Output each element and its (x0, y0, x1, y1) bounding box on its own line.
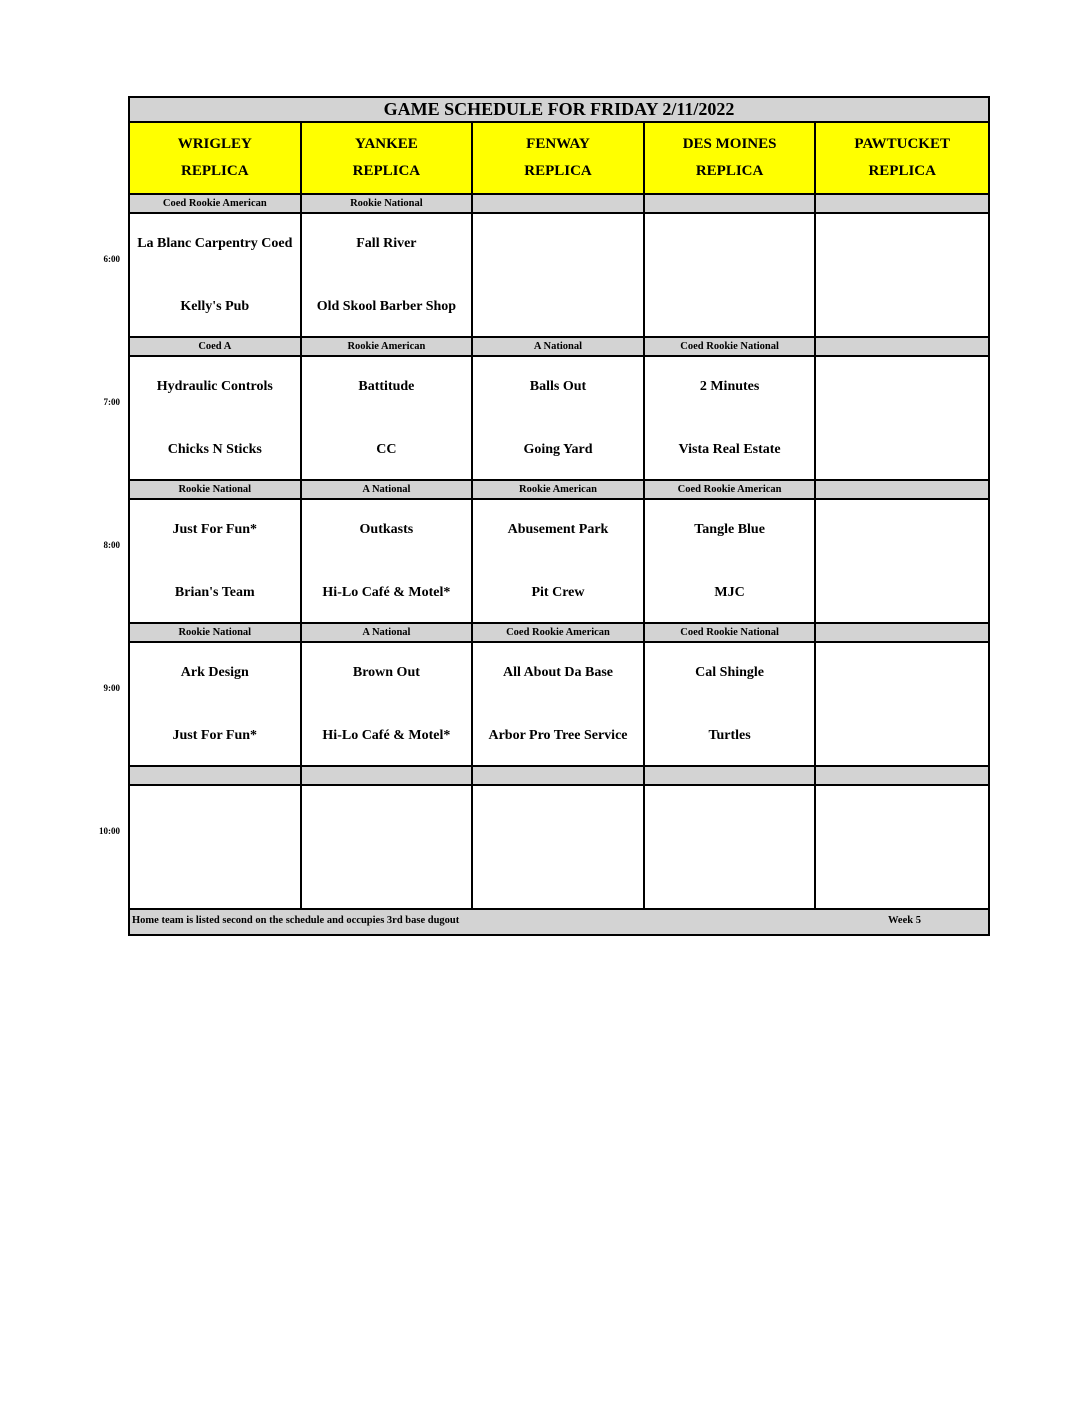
time-label: 9:00 (103, 683, 120, 693)
away-team: Hydraulic Controls (156, 379, 273, 394)
game-cell (302, 786, 474, 910)
division-label: Rookie National (130, 481, 302, 500)
division-label: Coed Rookie American (645, 481, 817, 500)
division-label: Coed Rookie National (645, 624, 817, 643)
home-team: Going Yard (523, 442, 593, 457)
division-label (130, 767, 302, 786)
game-cell (816, 643, 988, 767)
away-team: All About Da Base (502, 665, 614, 680)
division-label: Coed Rookie American (130, 195, 302, 214)
field-name: PAWTUCKET (854, 136, 950, 152)
game-cell (302, 357, 474, 481)
field-name: YANKEE (354, 136, 418, 152)
away-team: Fall River (356, 236, 417, 251)
game-cell (130, 786, 302, 910)
game-cell (816, 214, 988, 338)
week-label: Week 5 (888, 915, 921, 926)
field-name: WRIGLEY (177, 136, 252, 152)
game-cell (645, 214, 817, 338)
division-label (816, 767, 988, 786)
division-label (645, 195, 817, 214)
away-team: Balls Out (529, 379, 587, 394)
game-cell (473, 643, 645, 767)
away-team: Just For Fun* (172, 522, 258, 537)
game-cell (473, 786, 645, 910)
time-label: 7:00 (103, 397, 120, 407)
field-name: DES MOINES (682, 136, 777, 152)
game-cell (645, 786, 817, 910)
home-team: Kelly's Pub (180, 299, 250, 314)
division-label (302, 767, 474, 786)
division-label: Rookie American (473, 481, 645, 500)
field-subtitle: REPLICA (524, 163, 592, 179)
home-team-note: Home team is listed second on the schedule and occupies 3rd base dugout (132, 915, 460, 926)
division-label: Rookie National (130, 624, 302, 643)
division-label (473, 195, 645, 214)
game-cell (473, 500, 645, 624)
field-subtitle: REPLICA (181, 163, 249, 179)
game-cell (130, 500, 302, 624)
game-cell (302, 214, 474, 338)
away-team: Brown Out (352, 665, 420, 680)
home-team: Vista Real Estate (678, 442, 781, 457)
field-subtitle: REPLICA (868, 163, 936, 179)
field-header (473, 123, 645, 195)
division-label (645, 767, 817, 786)
game-cell (473, 214, 645, 338)
schedule-table (128, 96, 990, 936)
division-label: Coed Rookie American (473, 624, 645, 643)
game-cell (816, 786, 988, 910)
schedule-footer (130, 910, 988, 934)
division-label: Coed A (130, 338, 302, 357)
division-label (816, 481, 988, 500)
game-cell (302, 500, 474, 624)
home-team: Just For Fun* (172, 728, 258, 743)
home-team: Hi-Lo Café & Motel* (322, 585, 451, 600)
division-label: A National (302, 481, 474, 500)
division-label (473, 767, 645, 786)
game-cell (645, 643, 817, 767)
field-subtitle: REPLICA (695, 163, 764, 179)
schedule-title: GAME SCHEDULE FOR FRIDAY 2/11/2022 (130, 98, 988, 123)
away-team: La Blanc Carpentry Coed (137, 236, 293, 251)
division-label: A National (473, 338, 645, 357)
home-team: Old Skool Barber Shop (316, 299, 457, 314)
game-cell (302, 643, 474, 767)
game-cell (816, 357, 988, 481)
time-label: 10:00 (99, 826, 120, 836)
field-header (645, 123, 817, 195)
division-label (816, 624, 988, 643)
away-team: Battitude (358, 379, 415, 394)
game-cell (473, 357, 645, 481)
away-team: 2 Minutes (699, 379, 760, 394)
home-team: MJC (714, 585, 745, 600)
game-cell (130, 643, 302, 767)
game-cell (130, 357, 302, 481)
home-team: Pit Crew (531, 585, 585, 600)
game-cell (645, 500, 817, 624)
division-label (816, 338, 988, 357)
away-team: Outkasts (359, 522, 414, 537)
division-label: Rookie American (302, 338, 474, 357)
home-team: Hi-Lo Café & Motel* (322, 728, 451, 743)
home-team: Arbor Pro Tree Service (488, 728, 628, 743)
field-header (130, 123, 302, 195)
home-team: Turtles (708, 728, 751, 743)
division-label: A National (302, 624, 474, 643)
division-label: Coed Rookie National (645, 338, 817, 357)
game-cell (130, 214, 302, 338)
time-label: 6:00 (103, 254, 120, 264)
away-team: Tangle Blue (694, 522, 765, 537)
division-label: Rookie National (302, 195, 474, 214)
field-header (816, 123, 988, 195)
division-label (816, 195, 988, 214)
field-name: FENWAY (526, 136, 590, 152)
away-team: Abusement Park (507, 522, 609, 537)
home-team: Brian's Team (174, 585, 255, 600)
field-subtitle: REPLICA (352, 163, 421, 179)
home-team: Chicks N Sticks (167, 442, 262, 457)
away-team: Ark Design (180, 665, 249, 680)
home-team: CC (376, 442, 397, 457)
away-team: Cal Shingle (695, 665, 765, 680)
game-cell (816, 500, 988, 624)
game-cell (645, 357, 817, 481)
field-header (302, 123, 474, 195)
time-label: 8:00 (103, 540, 120, 550)
